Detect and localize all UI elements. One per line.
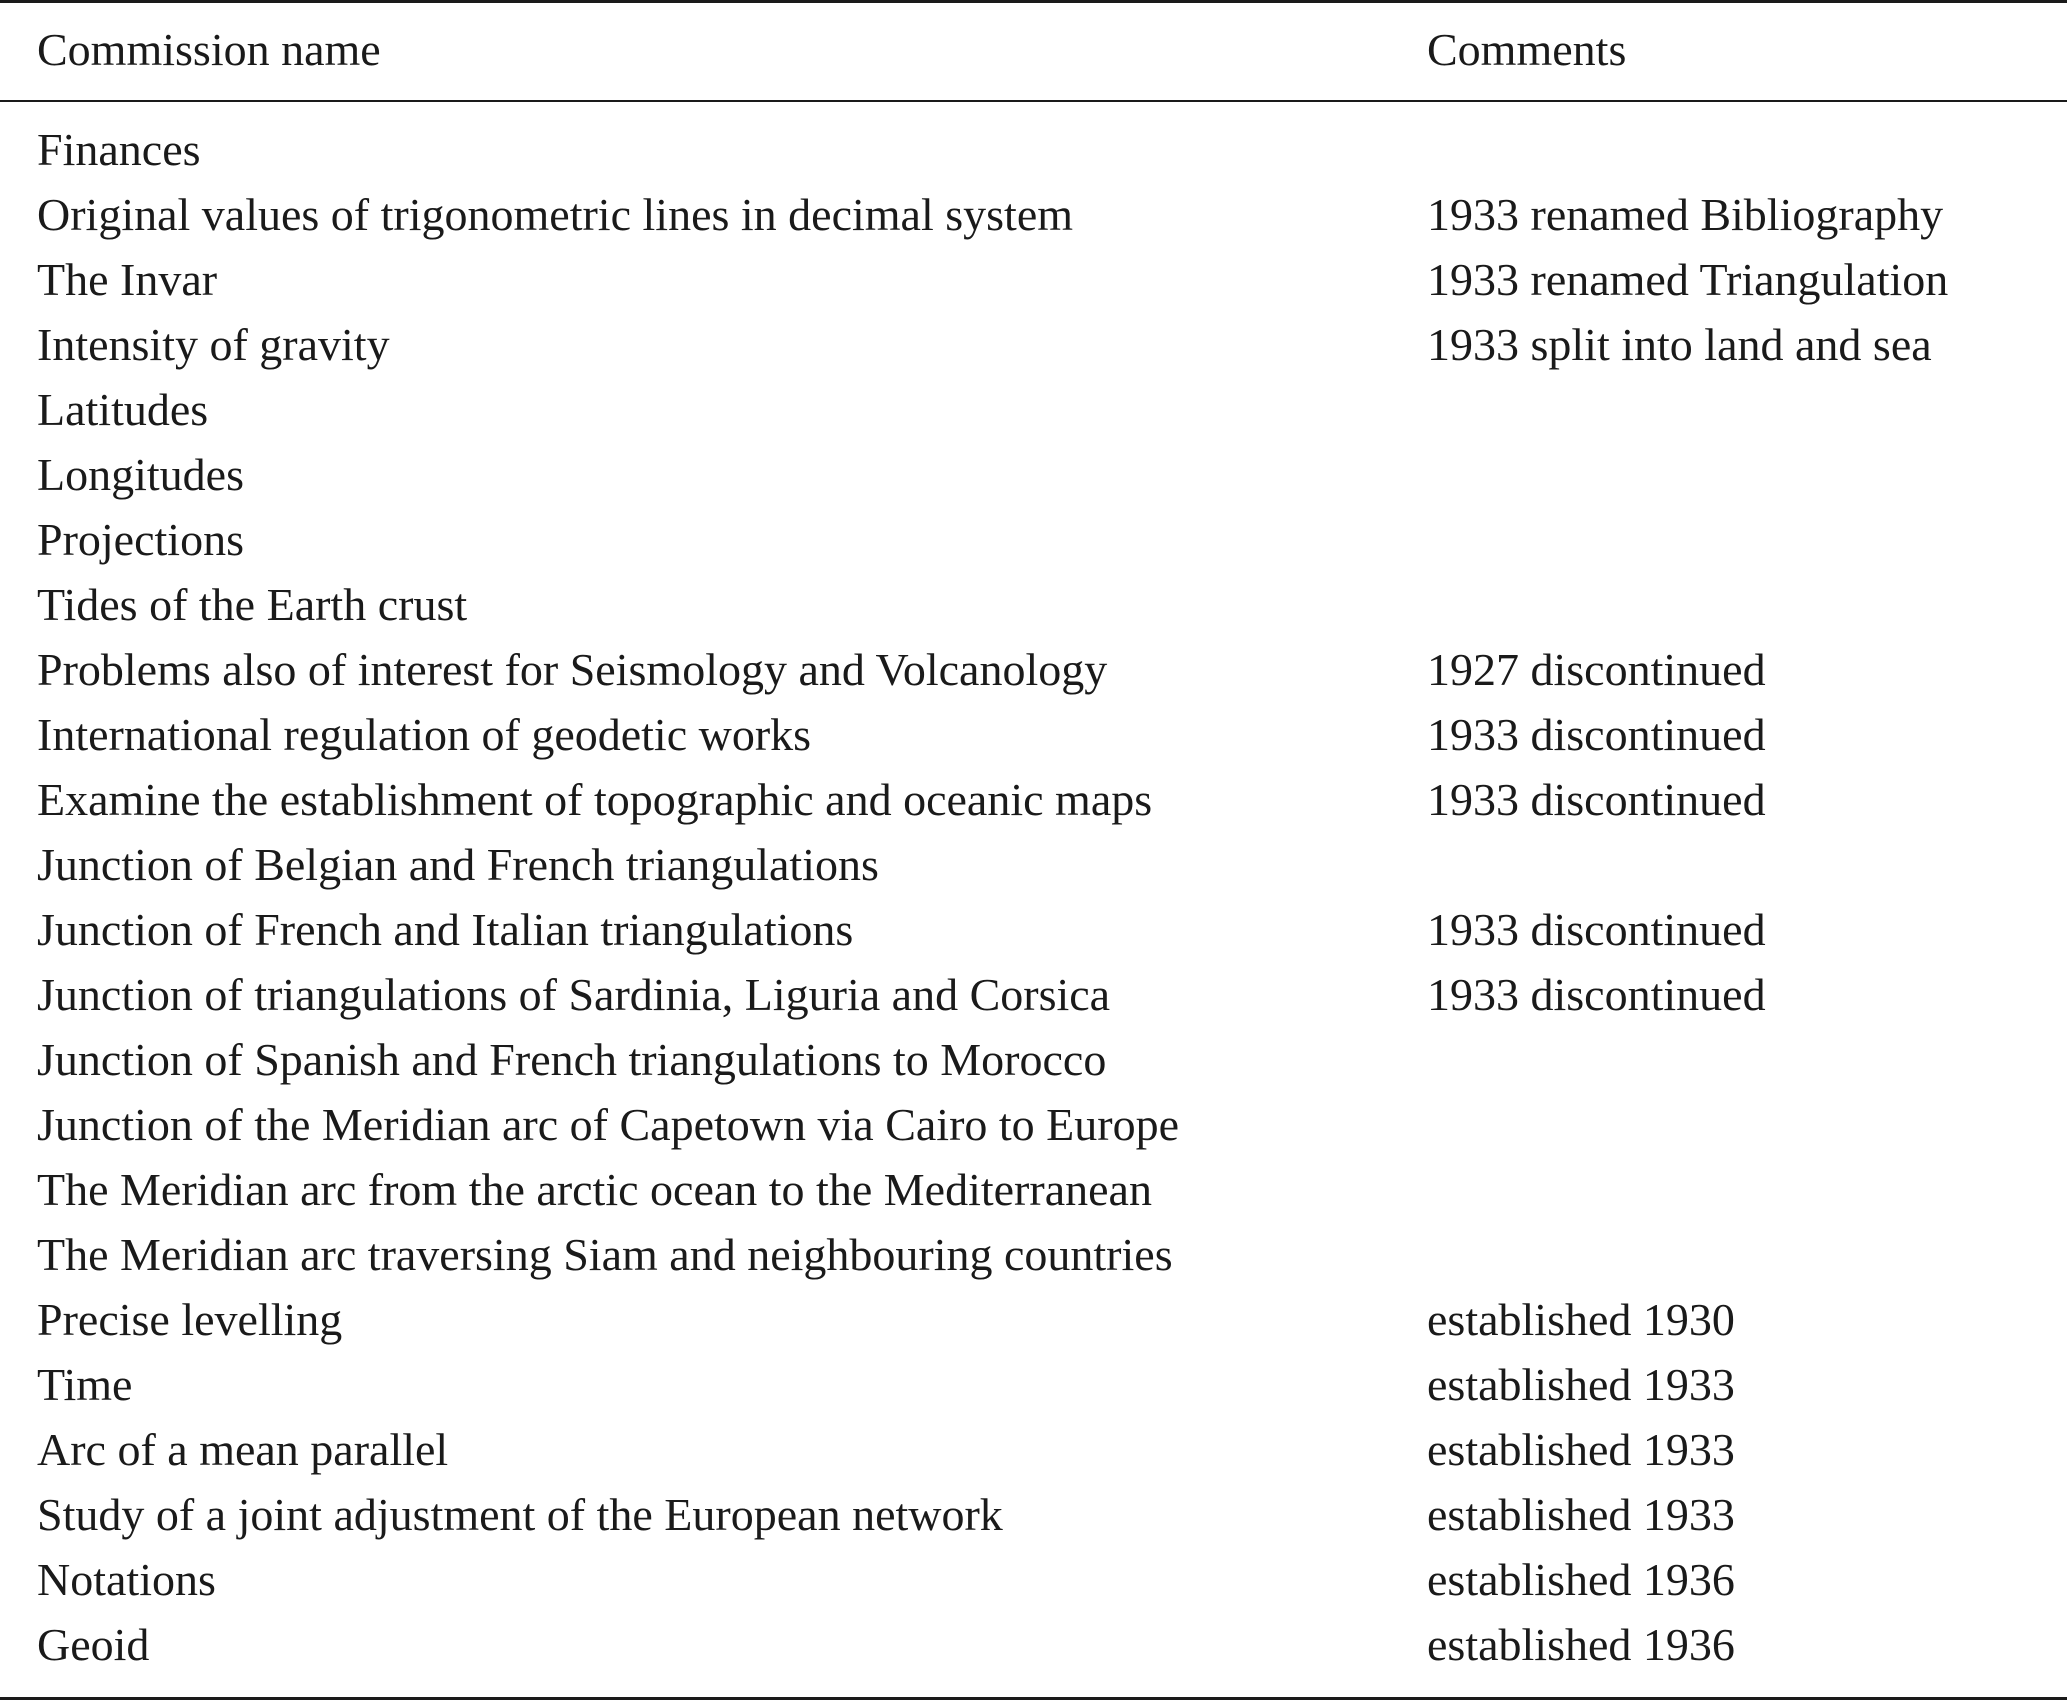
comments-cell: 1933 discontinued <box>1427 774 1766 825</box>
comments-cell: 1927 discontinued <box>1427 644 1766 695</box>
commission-name-cell: Original values of trigonometric lines in decimal system <box>37 189 1074 240</box>
table-row <box>0 1612 2067 1677</box>
table-row <box>0 702 2067 767</box>
comments-cell: established 1930 <box>1427 1294 1735 1345</box>
table-row <box>0 1547 2067 1612</box>
comments-cell: established 1933 <box>1427 1489 1735 1540</box>
commission-name-cell: Junction of French and Italian triangulations <box>37 904 854 955</box>
comments-cell: 1933 renamed Bibliography <box>1427 189 1944 240</box>
commission-name-cell: Geoid <box>37 1619 150 1670</box>
commission-name-cell: Intensity of gravity <box>37 319 390 370</box>
table-row <box>0 1352 2067 1417</box>
commission-name-cell: Latitudes <box>37 384 209 435</box>
table-row <box>0 442 2067 507</box>
commission-name-cell: Junction of the Meridian arc of Capetown via Cairo to Europe <box>37 1099 1180 1150</box>
commission-name-cell: Precise levelling <box>37 1294 343 1345</box>
commission-name-cell: Finances <box>37 124 201 175</box>
commission-name-cell: Examine the establishment of topographic and oceanic maps <box>37 774 1153 825</box>
table-row <box>0 377 2067 442</box>
table-row <box>0 1092 2067 1157</box>
commission-name-cell: The Meridian arc traversing Siam and neighbouring countries <box>37 1229 1173 1280</box>
comments-cell: 1933 renamed Triangulation <box>1427 254 1949 305</box>
table-row <box>0 312 2067 377</box>
table-row <box>0 117 2067 182</box>
comments-cell: 1933 discontinued <box>1427 904 1766 955</box>
commission-name-cell: Tides of the Earth crust <box>37 579 468 630</box>
comments-cell: established 1936 <box>1427 1554 1735 1605</box>
commission-name-cell: Arc of a mean parallel <box>37 1424 449 1475</box>
comments-cell: established 1936 <box>1427 1619 1735 1670</box>
commission-name-cell: Projections <box>37 514 244 565</box>
table-row <box>0 247 2067 312</box>
commission-name-cell: The Invar <box>37 254 218 305</box>
table-row <box>0 767 2067 832</box>
commission-name-cell: Notations <box>37 1554 216 1605</box>
table-row <box>0 1287 2067 1352</box>
comments-cell: 1933 discontinued <box>1427 709 1766 760</box>
commission-name-cell: Longitudes <box>37 449 244 500</box>
bottom-rule <box>0 1697 2067 1700</box>
header-comments: Comments <box>1427 24 1627 75</box>
table-row <box>0 832 2067 897</box>
commission-name-cell: Time <box>37 1359 133 1410</box>
table-row <box>0 182 2067 247</box>
top-rule <box>0 0 2067 3</box>
table-row <box>0 1222 2067 1287</box>
table-row <box>0 1482 2067 1547</box>
comments-cell: 1933 discontinued <box>1427 969 1766 1020</box>
comments-cell: 1933 split into land and sea <box>1427 319 1932 370</box>
comments-cell: established 1933 <box>1427 1359 1735 1410</box>
table-row <box>0 637 2067 702</box>
commission-name-cell: The Meridian arc from the arctic ocean to the Mediterranean <box>37 1164 1152 1215</box>
header-commission-name: Commission name <box>37 24 381 75</box>
commission-name-cell: International regulation of geodetic works <box>37 709 812 760</box>
table-row <box>0 507 2067 572</box>
commission-name-cell: Study of a joint adjustment of the European network <box>37 1489 1003 1540</box>
table-row <box>0 1027 2067 1092</box>
table-row <box>0 962 2067 1027</box>
header-rule <box>0 100 2067 102</box>
commission-name-cell: Junction of Spanish and French triangulations to Morocco <box>37 1034 1107 1085</box>
comments-cell: established 1933 <box>1427 1424 1735 1475</box>
table-row <box>0 1417 2067 1482</box>
table-row <box>0 1157 2067 1222</box>
commission-name-cell: Junction of triangulations of Sardinia, Liguria and Corsica <box>37 969 1111 1020</box>
table-header <box>0 17 2067 82</box>
table-row <box>0 572 2067 637</box>
commission-name-cell: Problems also of interest for Seismology and Volcanology <box>37 644 1108 695</box>
table-row <box>0 897 2067 962</box>
commission-name-cell: Junction of Belgian and French triangulations <box>37 839 879 890</box>
